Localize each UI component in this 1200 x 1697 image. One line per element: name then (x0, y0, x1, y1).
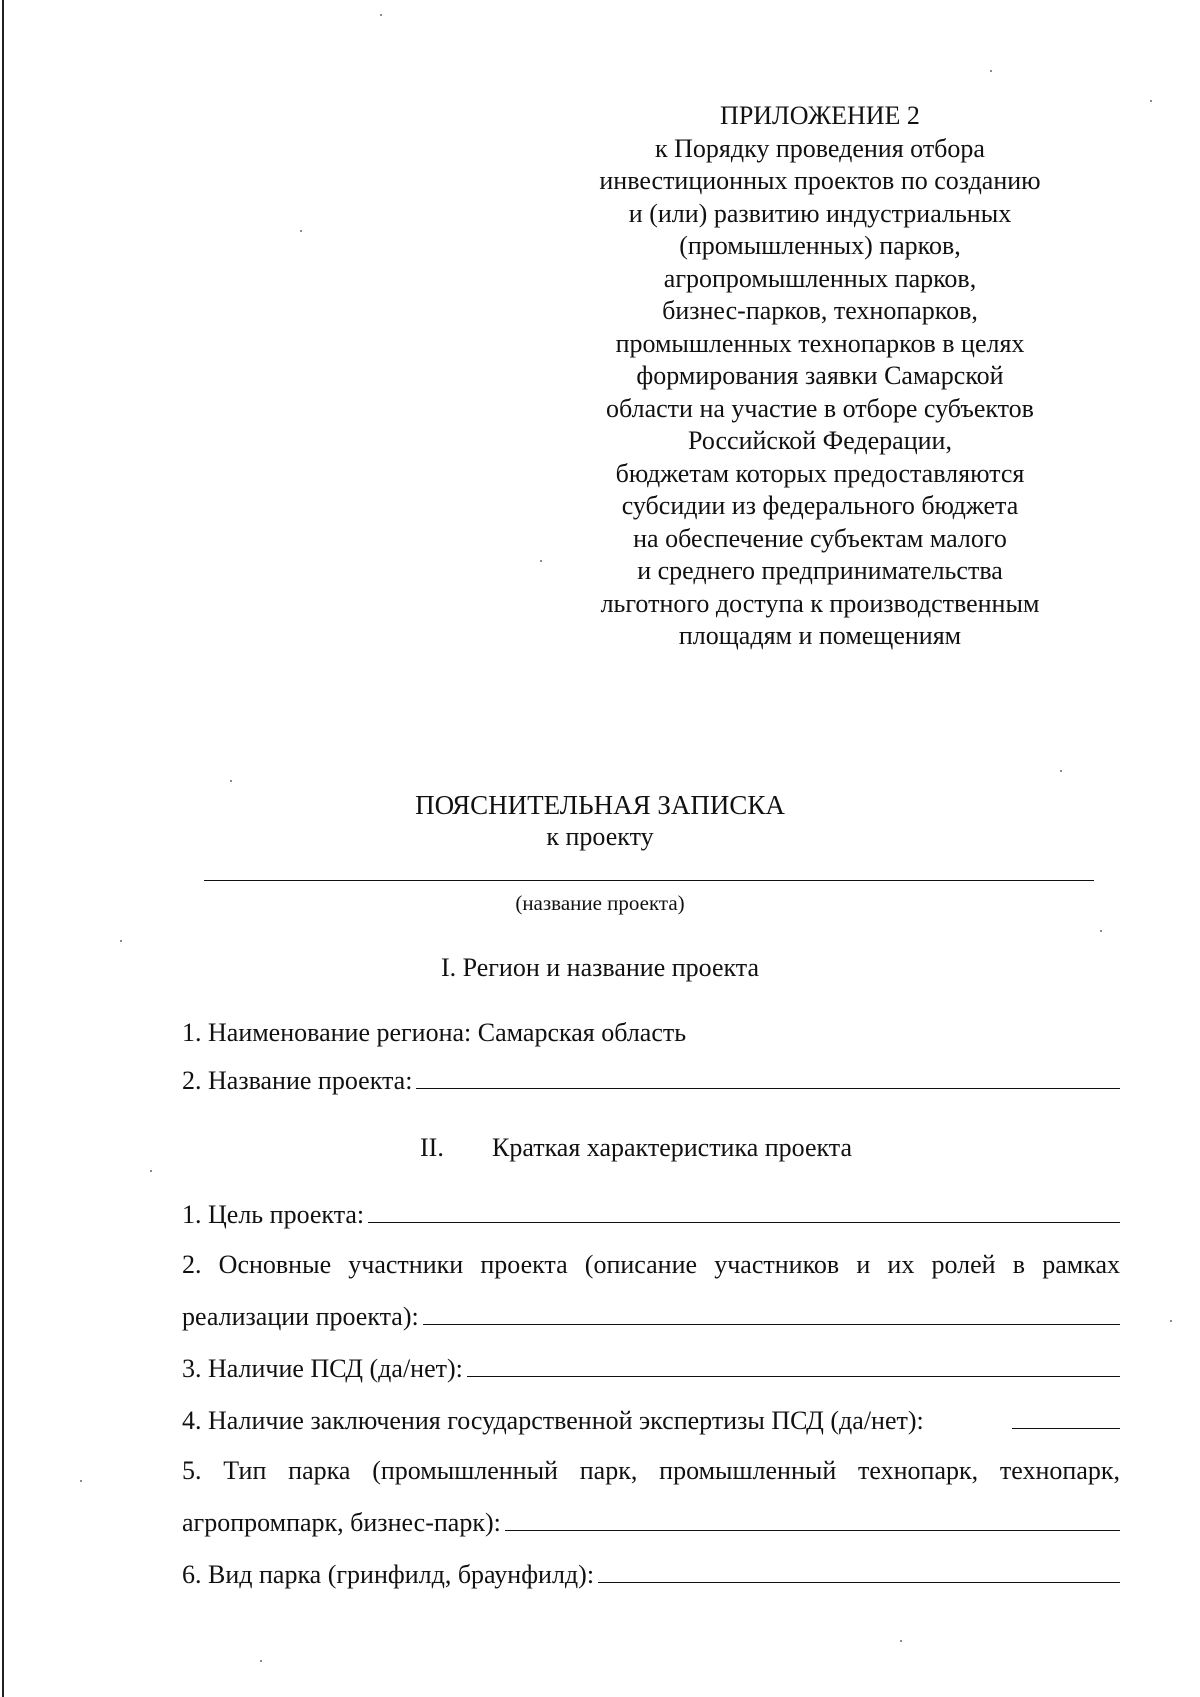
appendix-line: бюджетам которых предоставляются (615, 458, 1025, 488)
project-name-caption: (название проекта) (515, 891, 685, 915)
appendix-line: площадям и помещениям (678, 621, 962, 650)
goal-label: 1. Цель проекта: (182, 1200, 365, 1229)
scan-speck (1060, 770, 1062, 772)
section-1-heading: I. Регион и название проекта (440, 953, 760, 982)
scan-speck (1150, 100, 1152, 102)
scan-speck (120, 940, 122, 942)
project-name-field[interactable] (416, 1066, 1120, 1089)
participants-label: реализации проекта): (182, 1302, 419, 1331)
appendix-line: инвестиционных проектов по созданию (599, 166, 1041, 195)
appendix-line: и среднего предпринимательства (637, 556, 1003, 585)
document-subtitle: к проекту (546, 822, 654, 851)
participants-item (182, 1302, 1120, 1332)
scan-speck (150, 1170, 152, 1172)
appendix-line: промышленных технопарков в целях (615, 328, 1025, 358)
section-2-title: Краткая характеристика проекта (492, 1133, 853, 1162)
section-2-number: II. (420, 1133, 444, 1162)
appendix-line: (промышленных) парков, (679, 231, 961, 260)
appendix-line: области на участие в отборе субъектов (606, 393, 1034, 423)
section-2-heading (420, 1133, 852, 1163)
appendix-line: и (или) развитию индустриальных (628, 198, 1012, 228)
expertise-label: 4. Наличие заключения государственной экспертизы ПСД (да/нет): (182, 1406, 924, 1435)
park-type-field[interactable] (505, 1508, 1120, 1531)
appendix-line: Российской Федерации, (688, 426, 952, 455)
appendix-line: льготного доступа к производственным (600, 588, 1040, 618)
scan-speck (900, 1640, 902, 1642)
park-kind-item (182, 1560, 1120, 1590)
scan-speck (540, 560, 542, 562)
psd-item (182, 1354, 1120, 1384)
document-title: ПОЯСНИТЕЛЬНАЯ ЗАПИСКА (415, 790, 785, 820)
park-kind-label: 6. Вид парка (гринфилд, браунфилд): (182, 1560, 595, 1589)
scan-speck (1100, 930, 1102, 932)
park-kind-field[interactable] (598, 1560, 1120, 1583)
psd-label: 3. Наличие ПСД (да/нет): (182, 1354, 463, 1383)
appendix-heading: ПРИЛОЖЕНИЕ 2 (720, 101, 920, 130)
psd-field[interactable] (467, 1354, 1120, 1377)
scan-speck (300, 230, 302, 232)
scan-speck (1170, 1320, 1172, 1322)
appendix-block (560, 100, 1080, 653)
project-name-line (204, 880, 1094, 881)
expertise-item (182, 1406, 1120, 1436)
scan-speck (260, 1660, 262, 1662)
appendix-line: бизнес-парков, технопарков, (662, 296, 978, 325)
expertise-field[interactable] (1012, 1406, 1120, 1429)
participants-field[interactable] (423, 1302, 1120, 1325)
goal-field[interactable] (368, 1200, 1120, 1223)
park-type-label: агропромпарк, бизнес-парк): (182, 1508, 501, 1537)
appendix-line: к Порядку проведения отбора (655, 133, 985, 163)
appendix-line: субсидии из федерального бюджета (621, 491, 1019, 520)
park-type-item-line1: 5. Тип парка (промышленный парк, промышленный технопарк, технопарк, (182, 1456, 1120, 1485)
park-type-item (182, 1508, 1120, 1538)
scan-speck (380, 14, 382, 16)
project-name-label: 2. Название проекта: (182, 1066, 413, 1095)
scan-speck (990, 70, 992, 72)
region-name-item: 1. Наименование региона: Самарская область (182, 1018, 687, 1047)
appendix-line: формирования заявки Самарской (636, 361, 1004, 390)
project-name-item (182, 1066, 1120, 1096)
scan-speck (80, 1480, 82, 1482)
appendix-line: агропромышленных парков, (663, 263, 977, 293)
participants-item-line1: 2. Основные участники проекта (описание участников и их ролей в рамках (182, 1250, 1120, 1279)
appendix-line: на обеспечение субъектам малого (633, 523, 1007, 553)
scan-speck (230, 780, 232, 782)
goal-item (182, 1200, 1120, 1230)
